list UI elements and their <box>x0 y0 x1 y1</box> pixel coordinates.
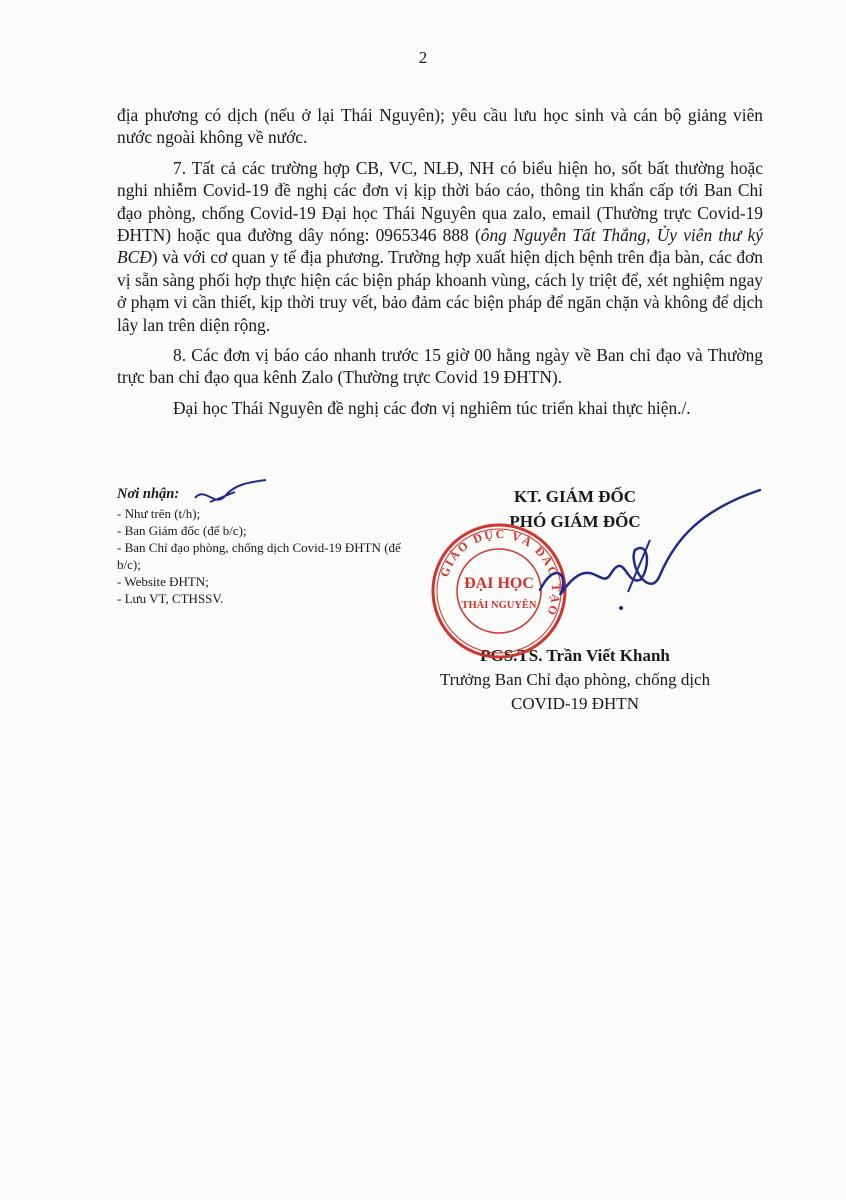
recipients-list <box>117 505 417 607</box>
page-number: 2 <box>418 48 428 67</box>
closing-sentence: Đại học Thái Nguyên đề nghị các đơn vị nghiêm túc triển khai thực hiện./. <box>173 397 691 418</box>
paragraph-7-text-b: ) và với cơ quan y tế địa phương. Trường hợp xuất hiện dịch bệnh trên địa bàn, các đơn vị sẵn sàng phối hợp thực hiện các biện pháp khoanh vùng, cách ly triệt để, xét nghiệm ngay ở phạm vi cần thiết, kịp thời truy vết, bảo đảm các biện pháp để ngăn chặn và không để dịch lây lan trên diện rộng. <box>117 247 763 335</box>
recipient-item: - Ban Giám đốc (để b/c); <box>117 523 247 538</box>
paragraph-7-text-a: 7. Tất cả các trường hợp CB, VC, NLĐ, NH có biểu hiện ho, sốt bất thường hoặc nghi nhiễm Covid-19 đề nghị các đơn vị kịp thời báo cáo, thông tin khẩn cấp tới Ban Chỉ đạo phòng, chống Covid-19 Đại học Thái Nguyên qua zalo, email (Thường trực Covid-19 ĐHTN) hoặc qua đường dây nóng: 0965346 888 ( <box>117 157 763 246</box>
signer-name: PGS.TS. Trần Viết Khanh <box>480 646 670 665</box>
signer-role-2: COVID-19 ĐHTN <box>511 694 639 713</box>
paragraph-8: 8. Các đơn vị báo cáo nhanh trước 15 giờ 00 hằng ngày về Ban chỉ đạo và Thường trực ban chỉ đạo qua kênh Zalo (Thường trực Covid 19 ĐHTN). <box>117 345 763 388</box>
svg-text:GIÁO DỤC VÀ ĐÀO TẠO: GIÁO DỤC VÀ ĐÀO TẠO <box>437 526 564 619</box>
recipients-heading: Nơi nhận: <box>117 486 180 502</box>
document-body <box>117 104 763 419</box>
signature-title-1: KT. GIÁM ĐỐC <box>514 487 636 506</box>
paragraph-7 <box>117 157 763 336</box>
signer-role-1: Trưởng Ban Chỉ đạo phòng, chống dịch <box>439 670 711 689</box>
recipient-item: - Như trên (t/h); <box>117 506 201 521</box>
svg-text:THÁI NGUYÊN: THÁI NGUYÊN <box>461 600 537 611</box>
initial-mark <box>180 478 270 518</box>
paragraph-7-italic: ông Nguyễn Tất Thắng, Ủy viên thư ký BCĐ <box>117 225 763 268</box>
recipient-item: - Lưu VT, CTHSSV. <box>117 591 224 606</box>
svg-text:ĐẠI HỌC: ĐẠI HỌC <box>464 575 534 592</box>
signature-title-2: PHÓ GIÁM ĐỐC <box>509 512 641 531</box>
handwritten-signature <box>500 480 780 620</box>
recipient-item: - Website ĐHTN; <box>117 574 209 589</box>
recipient-item: - Ban Chỉ đạo phòng, chống dịch Covid-19 ĐHTN (để b/c); <box>117 540 401 572</box>
paragraph-continuation: địa phương có dịch (nếu ở lại Thái Nguyên); yêu cầu lưu học sinh và cán bộ giảng viên nước ngoài không về nước. <box>117 105 763 148</box>
